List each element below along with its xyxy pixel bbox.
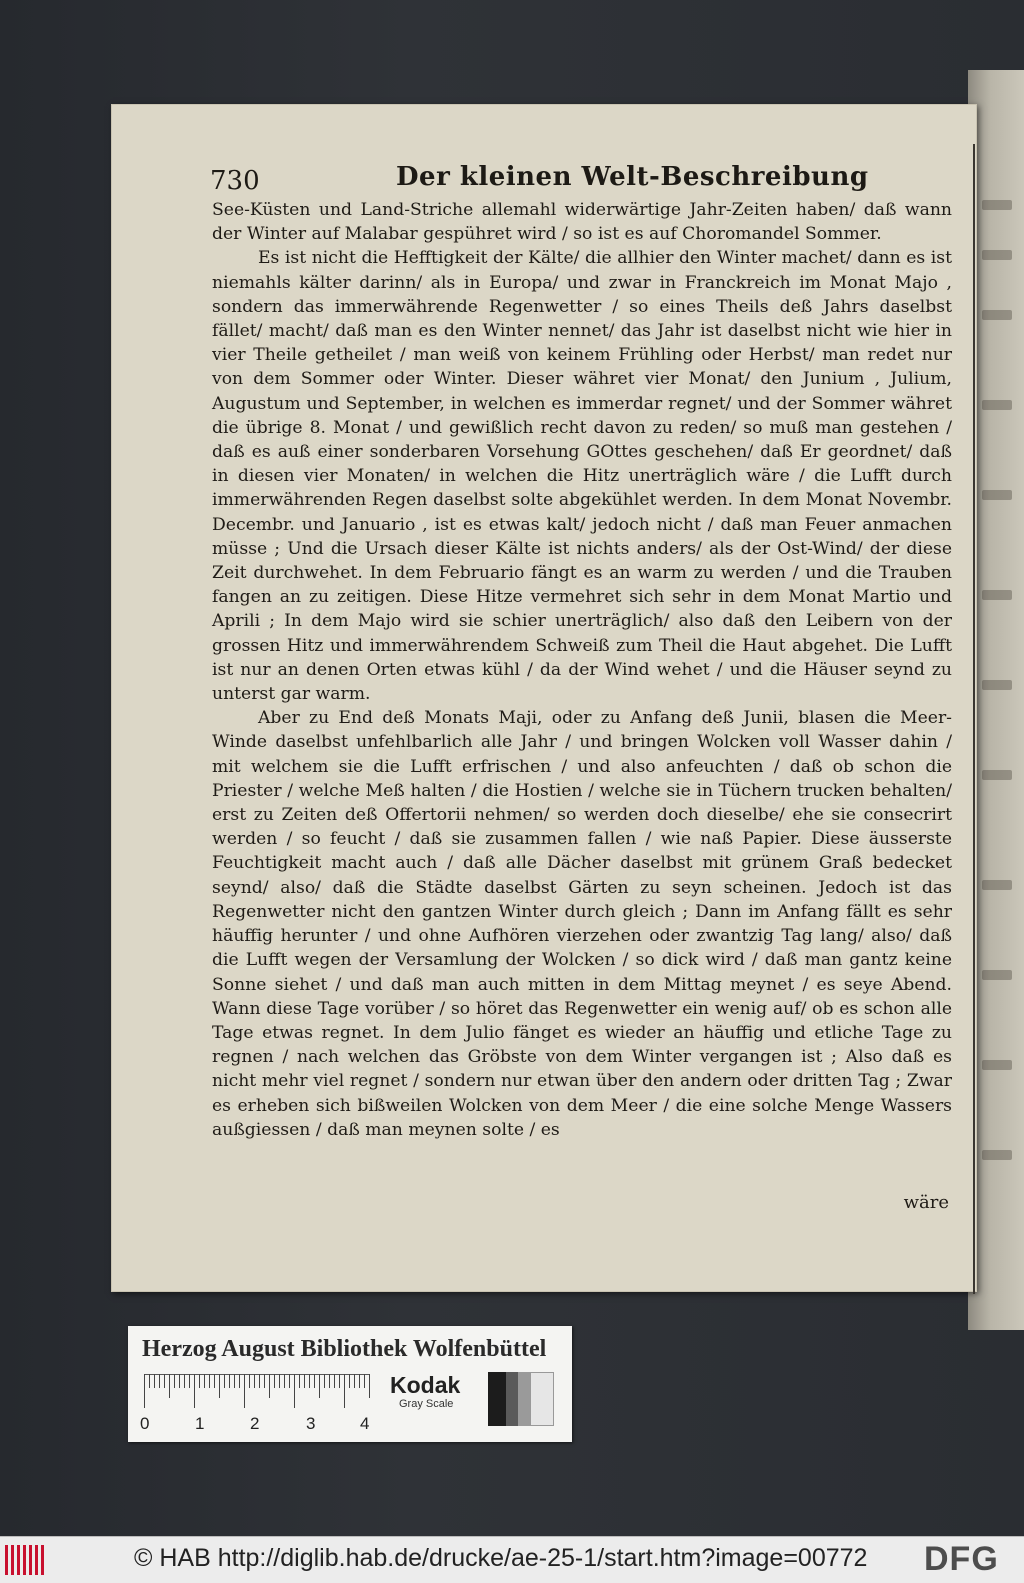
ruler-label: 1 — [195, 1414, 205, 1433]
ruler-tick — [264, 1374, 265, 1388]
ruler-label: 4 — [360, 1414, 370, 1433]
gray-patch — [506, 1372, 518, 1426]
color-scale-card — [128, 1326, 572, 1442]
ruler-tick — [274, 1374, 275, 1388]
ruler-tick — [359, 1374, 360, 1388]
ruler-tick — [189, 1374, 190, 1388]
ruler-tick — [294, 1374, 295, 1408]
running-head: Der kleinen Welt-Beschreibung — [396, 162, 869, 192]
ruler-label: 3 — [306, 1414, 316, 1433]
paragraph: Aber zu End deß Monats Maji, oder zu Anfang deß Junii, blasen die Meer-Winde daselbst unfehlbarlich alle Jahr / und bringen Wolcken voll Wasser dahin / mit welchem sie die Lufft erfrischen / und also anfeuchten / daß ob schon die Priester / welche Meß halten / die Hostien / welche sie in Tüchern trucken behalten/ erst zu Zeiten deß Offertorii nehmen/ so werden doch dieselbe/ ehe sie consecrirt werden / so feucht / daß sie zusammen fallen / wie naß Papier. Diese äusserste Feuchtigkeit macht auch / daß alle Dächer daselbst mit grünem Graß bedecket seynd/ also/ daß die Städte daselbst Gärten zu seyn scheinen. Jedoch ist das Regenwetter nicht den gantzen Winter durch gleich ; Dann im Anfang fällt es sehr häuffig herunter / und ohne Aufhören vierzehen oder zwantzig Tag lang/ also/ daß die Lufft wegen der Versamlung der Wolcken / so dick wird / daß man gantz keine Sonne siehet / und daß man auch mitten in dem Mittag meynet / es seye Abend. Wann diese Tage vorüber / so höret das Regenwetter ein wenig auf/ ob es schon alle Tage etwas regnet. In dem Julio fänget es wieder an häuffig und etliche Tage zu regnen / nach welchen das Gröbste von dem Winter vergangen ist ; Also daß es nicht mehr viel regnet / sondern nur etwan über den andern oder dritten Tag ; Zwar es erheben sich bißweilen Wolcken von dem Meer / die eine solche Menge Wassers außgiessen / daß man meynen solte / es — [212, 708, 952, 1140]
ruler-tick — [284, 1374, 285, 1388]
ruler-tick — [199, 1374, 200, 1388]
ruler-tick — [144, 1374, 145, 1408]
ruler-tick — [229, 1374, 230, 1388]
ruler-tick — [149, 1374, 150, 1388]
ruler-tick — [364, 1374, 365, 1388]
ruler-tick — [279, 1374, 280, 1388]
ruler-tick — [159, 1374, 160, 1388]
kodak-subtitle: Gray Scale — [399, 1398, 454, 1410]
kodak-logo: Kodak — [390, 1372, 461, 1398]
ruler-tick — [339, 1374, 340, 1388]
ruler-tick — [299, 1374, 300, 1388]
ruler-tick — [179, 1374, 180, 1388]
page-number: 730 — [210, 166, 260, 196]
hab-logo-icon — [5, 1545, 47, 1575]
ruler-tick — [194, 1374, 195, 1408]
ruler-tick — [219, 1374, 220, 1398]
ruler-tick — [174, 1374, 175, 1388]
ruler-tick — [234, 1374, 235, 1388]
paragraph: See-Küsten und Land-Striche allemahl widerwärtige Jahr-Zeiten haben/ daß wann der Winter auf Malabar gespühret wird / so ist es auf Choromandel Sommer. — [212, 200, 952, 245]
ruler-tick — [349, 1374, 350, 1388]
ruler-tick — [269, 1374, 270, 1398]
ruler-tick — [314, 1374, 315, 1388]
ruler-tick — [344, 1374, 345, 1408]
ruler-tick — [289, 1374, 290, 1388]
ruler-tick — [239, 1374, 240, 1388]
ruler-tick — [304, 1374, 305, 1388]
gray-patch — [488, 1372, 506, 1426]
ruler-tick — [184, 1374, 185, 1388]
ruler-tick — [214, 1374, 215, 1388]
ruler-tick — [204, 1374, 205, 1388]
ruler-tick — [154, 1374, 155, 1388]
paragraph: Es ist nicht die Hefftigkeit der Kälte/ die allhier den Winter machet/ dann es ist niemahls kälter darinn/ als in Europa/ und zwar in Franckreich im Monat Majo , sondern das immerwährende Regenwetter / so eines Theils deß Jahrs daselbst fället/ macht/ daß man es den Winter nennet/ das Jahr ist daselbst nicht wie hier in vier Theile getheilet / man weiß von keinem Frühling oder Herbst/ man redet nur von dem Sommer oder Winter. Dieser währet vier Monat/ den Junium , Julium, Augustum und September, in welchen es immerdar regnet/ und der Sommer währet die übrige 8. Monat / und gewißlich recht davon zu reden/ so muß man gestehen / daß es auß einer sonderbaren Vorsehung GOttes geschehen/ daß Er geordnet/ daß in diesen vier Monaten/ in welchen die Hitz unerträglich wäre / die Lufft durch immerwährenden Regen daselbst solte abgekühlet werden. In dem Monat Novembr. Decembr. und Januario , ist es etwas kalt/ jedoch nicht / daß man Feuer anmachen müsse ; Und die Ursach dieser Kälte ist nichts anders/ als der Ost-Wind/ der diese Zeit durchwehet. In dem Februario fängt es an warm zu werden / und die Trauben fangen an zu zeitigen. Diese Hitze vermehret sich sehr in dem Monat Martio und Aprili ; In dem Majo wird sie schier unerträglich/ also daß den Leibern von der grossen Hitz und immerwährendem Schweiß zum Theil die Haut abgehet. Die Lufft ist nur an denen Orten etwas kühl / da der Wind wehet / und die Häuser seynd zu unterst gar warm. — [212, 248, 952, 705]
gray-patch — [518, 1372, 530, 1426]
ruler-tick — [354, 1374, 355, 1388]
source-url-link[interactable]: © HAB http://diglib.hab.de/drucke/ae-25-1/start.htm?image=00772 — [134, 1544, 868, 1572]
library-name: Herzog August Bibliothek Wolfenbüttel — [142, 1336, 547, 1362]
footer-bar — [0, 1536, 1024, 1583]
ruler-tick — [334, 1374, 335, 1388]
ruler-tick — [329, 1374, 330, 1388]
dfg-logo: DFG — [924, 1540, 999, 1578]
ruler-tick — [224, 1374, 225, 1388]
ruler-tick — [319, 1374, 320, 1398]
ruler-tick — [249, 1374, 250, 1388]
ruler — [144, 1374, 374, 1410]
ruler-tick — [309, 1374, 310, 1388]
ruler-tick — [209, 1374, 210, 1388]
ruler-tick — [369, 1374, 370, 1398]
ruler-tick — [164, 1374, 165, 1388]
gray-patch — [530, 1372, 554, 1426]
book-page — [111, 104, 977, 1292]
ruler-label: 0 — [140, 1414, 150, 1433]
ruler-tick — [259, 1374, 260, 1388]
ruler-tick — [244, 1374, 245, 1408]
ruler-tick — [324, 1374, 325, 1388]
ruler-tick — [169, 1374, 170, 1398]
page-header — [210, 162, 950, 200]
body-text — [212, 198, 952, 1142]
ruler-label: 2 — [250, 1414, 260, 1433]
ruler-tick — [254, 1374, 255, 1388]
catchword: wäre — [903, 1192, 949, 1213]
